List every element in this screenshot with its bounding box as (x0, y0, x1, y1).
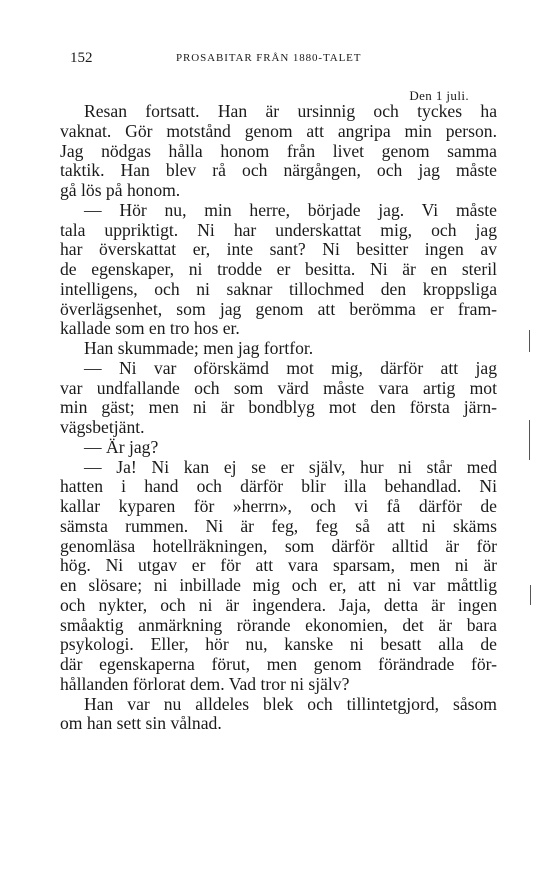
text-line: Han skummade; men jag fortfor. (84, 338, 314, 358)
text-line: hatten i hand och därför blir illa behandlad. Ni (60, 476, 497, 497)
text-line: tala uppriktigt. Ni har underskattat mig, och jag (60, 219, 497, 240)
text-line: hög. Ni utgav er för att vara sparsam, men ni är (60, 555, 497, 576)
text-line: vaknat. Gör motstånd genom att angripa min person. (60, 120, 497, 141)
text-line: Han var nu alldeles blek och tillintetgjord, såsom (84, 693, 497, 714)
text-line: — Ni var oförskämd mot mig, därför att jag (84, 357, 497, 378)
dateline: Den 1 juli. (409, 88, 469, 103)
text-line: gå lös på honom. (60, 180, 181, 200)
page-number: 152 (70, 50, 93, 66)
text-line: och nykter, och ni är ingendera. Jaja, detta är ingen (60, 594, 497, 615)
text-line: småaktig anmärkning rörande ekonomien, det är bara (60, 614, 497, 635)
text-line: hållanden förlorat dem. Vad tror ni själv? (60, 673, 350, 694)
text-line: psykologi. Eller, hör nu, kanske ni besatt alla de (60, 634, 497, 655)
text-line: där egenskaperna förut, men genom förändrade för- (60, 654, 497, 674)
text-line: har överskattat er, inte sant? Ni besitter ingen av (60, 239, 497, 260)
text-line: kallar kyparen för »herrn», och vi få därför de (60, 496, 497, 516)
text-line: — Hör nu, min herre, började jag. Vi måste (84, 199, 497, 220)
text-line: kallade som en tro hos er. (60, 318, 240, 339)
text-line: sämsta rummen. Ni är feg, feg så att ni skäms (60, 515, 497, 536)
text-line: genomläsa hotellräkningen, som därför alltid är för (60, 535, 497, 556)
text-line: taktik. Han blev rå och närgången, och jag måste (60, 160, 497, 181)
running-head: PROSABITAR FRÅN 1880-TALET (176, 52, 362, 64)
page-edge-mark (530, 585, 531, 605)
text-line: var undfallande och som värd måste vara artig mot (60, 377, 497, 398)
text-line: — Är jag? (84, 436, 159, 457)
text-line: en slösare; ni inbillade mig och er, att ni var måttlig (60, 575, 497, 595)
text-line: överlägsenhet, som jag genom att berömma er fram- (60, 298, 497, 319)
text-line: om han sett sin vålnad. (60, 713, 222, 734)
text-line: vägsbetjänt. (60, 417, 145, 437)
page-header (70, 50, 500, 70)
text-line: — Ja! Ni kan ej se er själv, hur ni står med (84, 456, 497, 477)
text-line: intelligens, och ni saknar tillochmed den kroppsliga (60, 278, 497, 299)
text-line: Resan fortsatt. Han är ursinnig och tyckes ha (84, 101, 497, 121)
page-edge-mark (529, 420, 530, 460)
text-line: min gäst; men ni är bondblyg mot den första järn- (60, 397, 497, 418)
page-edge-mark (529, 330, 530, 352)
text-line: de egenskaper, ni trodde er besitta. Ni är en steril (60, 259, 497, 279)
text-line: Jag nödgas hålla honom från livet genom samma (60, 140, 497, 161)
body-text (60, 102, 497, 734)
